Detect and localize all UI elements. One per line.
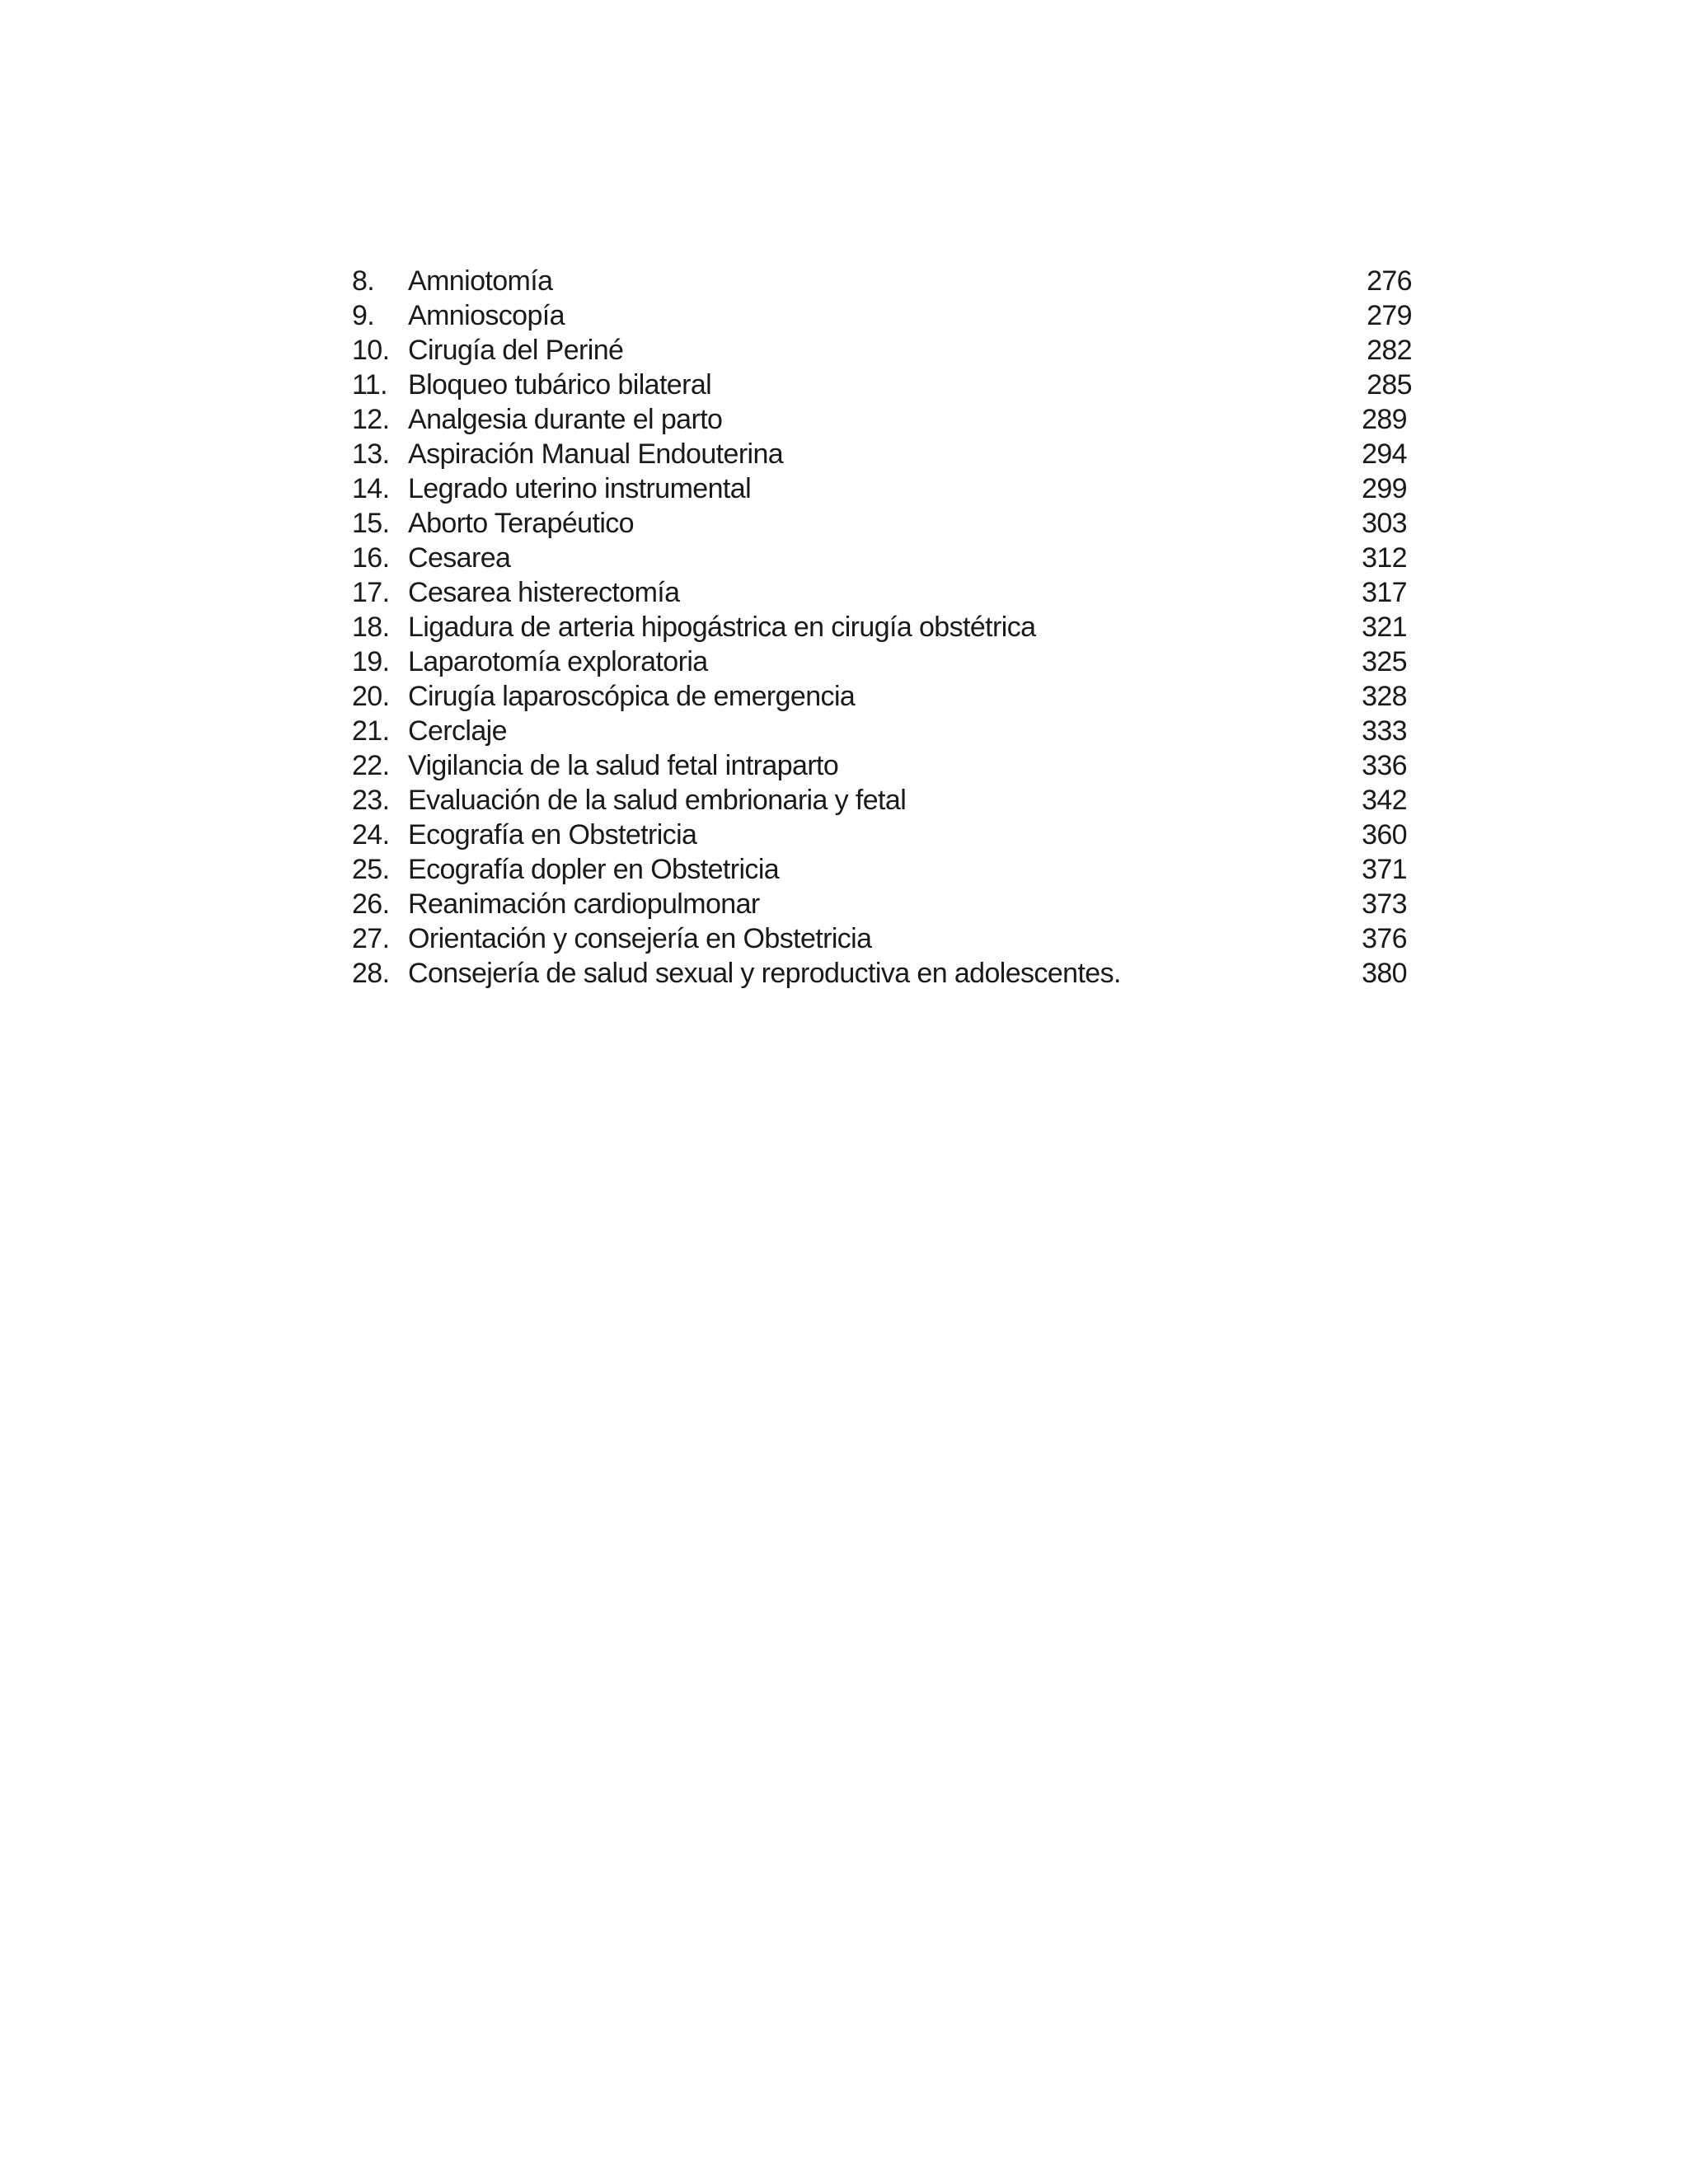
toc-entry <box>352 887 1407 921</box>
toc-entry-page: 325 <box>1362 646 1407 677</box>
toc-entry-title: Ligadura de arteria hipogástrica en cirugía obstétrica <box>408 612 1036 643</box>
toc-entry-page: 333 <box>1362 715 1407 747</box>
toc-entry-title: Analgesia durante el parto <box>408 404 723 435</box>
toc-entry <box>352 921 1407 956</box>
toc-entry <box>352 956 1407 991</box>
toc-entry-page: 336 <box>1362 750 1407 781</box>
toc-entry-number: 21. <box>352 715 390 747</box>
toc-entry-title: Ecografía en Obstetricia <box>408 819 697 851</box>
toc-entry <box>352 541 1407 575</box>
toc-entry-title: Amnioscopía <box>408 300 565 331</box>
toc-entry-title: Legrado uterino instrumental <box>408 473 752 504</box>
toc-entry <box>352 714 1407 748</box>
toc-entry-page: 328 <box>1362 681 1407 712</box>
toc-entry-number: 23. <box>352 785 390 816</box>
toc-entry-page: 317 <box>1362 577 1407 608</box>
toc-entry <box>352 783 1407 818</box>
toc-entry-number: 25. <box>352 854 390 885</box>
toc-entry-title: Amniotomía <box>408 265 553 297</box>
toc-entry <box>352 368 1412 402</box>
toc-entry-title: Cirugía laparoscópica de emergencia <box>408 681 856 712</box>
toc-entry-title: Bloqueo tubárico bilateral <box>408 369 712 401</box>
toc-entry-title: Cesarea histerectomía <box>408 577 680 608</box>
toc-entry-page: 285 <box>1367 369 1412 401</box>
toc-entry-title: Laparotomía exploratoria <box>408 646 708 677</box>
toc-entry-page: 282 <box>1367 335 1412 366</box>
toc-entry-number: 24. <box>352 819 390 851</box>
toc-entry-page: 299 <box>1362 473 1407 504</box>
toc-entry <box>352 818 1407 852</box>
toc-entry-number: 18. <box>352 612 390 643</box>
toc-entry-title: Cerclaje <box>408 715 507 747</box>
toc-entry <box>352 644 1407 679</box>
toc-entry-number: 11. <box>352 369 387 401</box>
toc-entry-title: Orientación y consejería en Obstetricia <box>408 923 872 954</box>
toc-entry-page: 294 <box>1362 438 1407 470</box>
toc-entry-title: Vigilancia de la salud fetal intraparto <box>408 750 839 781</box>
toc-entry <box>352 333 1412 368</box>
toc-entry-page: 321 <box>1362 612 1407 643</box>
toc-entry <box>352 298 1412 333</box>
toc-entry <box>352 852 1407 887</box>
toc-entry-title: Cesarea <box>408 542 511 574</box>
toc-entry-page: 279 <box>1367 300 1412 331</box>
toc-entry <box>352 575 1407 610</box>
toc-entry-number: 14. <box>352 473 390 504</box>
toc-entry-number: 8. <box>352 265 375 297</box>
toc-entry-title: Cirugía del Periné <box>408 335 624 366</box>
table-of-contents <box>352 264 1412 991</box>
toc-entry-title: Reanimación cardiopulmonar <box>408 888 760 920</box>
toc-entry-number: 16. <box>352 542 390 574</box>
toc-entry-number: 22. <box>352 750 390 781</box>
toc-entry-number: 13. <box>352 438 390 470</box>
toc-entry <box>352 679 1407 714</box>
toc-entry-title: Ecografía dopler en Obstetricia <box>408 854 780 885</box>
toc-entry-title: Evaluación de la salud embrionaria y fetal <box>408 785 907 816</box>
toc-entry <box>352 748 1407 783</box>
toc-entry <box>352 437 1407 471</box>
toc-entry-number: 20. <box>352 681 390 712</box>
toc-entry-page: 373 <box>1362 888 1407 920</box>
toc-entry-number: 10. <box>352 335 390 366</box>
toc-entry-number: 15. <box>352 508 390 539</box>
toc-entry-page: 371 <box>1362 854 1407 885</box>
toc-entry-page: 376 <box>1362 923 1407 954</box>
toc-entry-page: 276 <box>1367 265 1412 297</box>
toc-entry <box>352 506 1407 541</box>
toc-entry-title: Aspiración Manual Endouterina <box>408 438 784 470</box>
toc-entry <box>352 402 1407 437</box>
toc-entry-number: 26. <box>352 888 390 920</box>
toc-entry-page: 360 <box>1362 819 1407 851</box>
toc-entry-page: 303 <box>1362 508 1407 539</box>
toc-entry-number: 27. <box>352 923 390 954</box>
toc-entry <box>352 264 1412 298</box>
toc-entry-page: 289 <box>1362 404 1407 435</box>
toc-entry-title: Consejería de salud sexual y reproductiva en adolescentes. <box>408 958 1121 989</box>
toc-entry-number: 17. <box>352 577 390 608</box>
toc-entry-number: 19. <box>352 646 390 677</box>
toc-entry-title: Aborto Terapéutico <box>408 508 634 539</box>
toc-entry-page: 380 <box>1362 958 1407 989</box>
toc-entry-page: 312 <box>1362 542 1407 574</box>
toc-entry-number: 12. <box>352 404 390 435</box>
toc-entry-page: 342 <box>1362 785 1407 816</box>
toc-entry-number: 9. <box>352 300 375 331</box>
toc-entry <box>352 610 1407 644</box>
toc-entry <box>352 471 1407 506</box>
toc-entry-number: 28. <box>352 958 390 989</box>
